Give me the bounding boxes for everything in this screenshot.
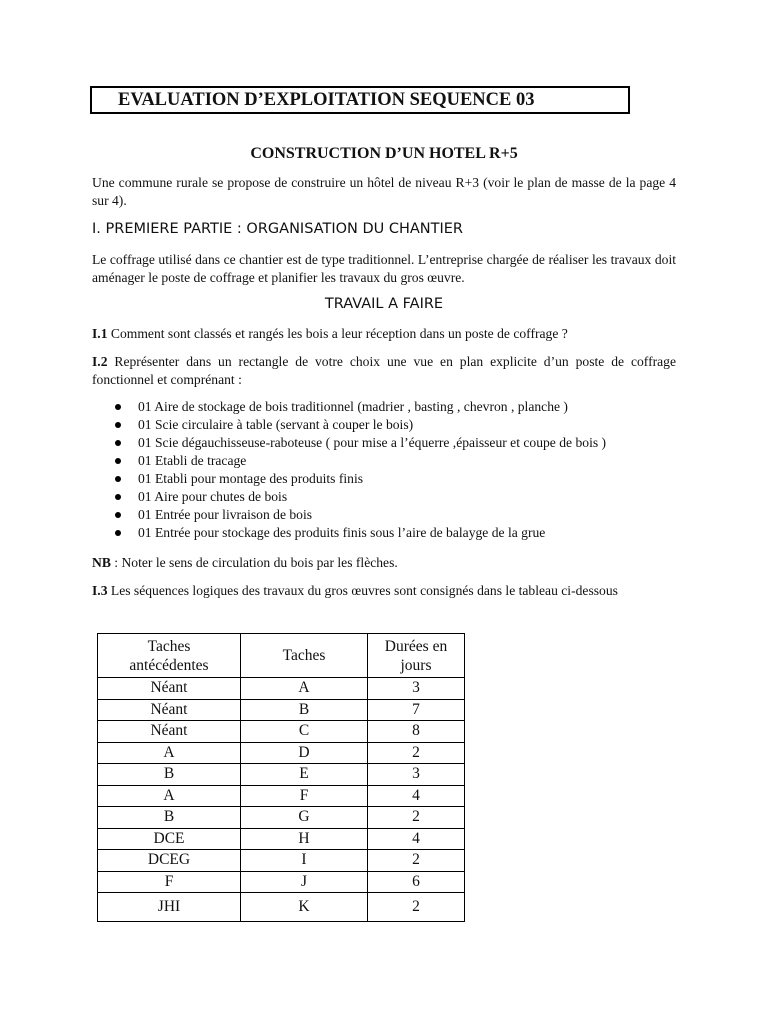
cell-antecedents: B	[98, 764, 241, 786]
cell-duration: 8	[368, 721, 465, 743]
equipment-list	[112, 398, 606, 542]
question-text: Comment sont classés et rangés les bois a leur réception dans un poste de coffrage ?	[107, 326, 568, 341]
cell-antecedents: F	[98, 871, 241, 893]
bullet-icon	[115, 404, 121, 410]
table-row	[98, 764, 465, 786]
cell-duration: 2	[368, 742, 465, 764]
question-text: Représenter dans un rectangle de votre choix une vue en plan explicite d’un poste de coffrage fonctionnel et comprénant :	[92, 354, 676, 387]
work-heading: TRAVAIL A FAIRE	[324, 296, 444, 312]
document-title: EVALUATION D’EXPLOITATION SEQUENCE 03	[90, 86, 630, 114]
nb-text: : Noter le sens de circulation du bois par les flèches.	[110, 555, 398, 570]
cell-antecedents: A	[98, 785, 241, 807]
cell-task: E	[241, 764, 368, 786]
cell-duration: 4	[368, 828, 465, 850]
table-row	[98, 699, 465, 721]
cell-antecedents: Néant	[98, 721, 241, 743]
cell-task: F	[241, 785, 368, 807]
question-3	[92, 582, 676, 600]
section-heading: I. PREMIERE PARTIE : ORGANISATION DU CHANTIER	[92, 221, 464, 237]
bullet-icon	[115, 440, 121, 446]
list-item: 01 Scie dégauchisseuse-raboteuse ( pour mise a l’équerre ,épaisseur et coupe de bois )	[112, 434, 606, 452]
table-row	[98, 871, 465, 893]
question-2	[92, 353, 676, 389]
list-item: 01 Entrée pour stockage des produits finis sous l’aire de balayge de la grue	[112, 524, 606, 542]
header-tasks: Taches	[241, 634, 368, 678]
cell-antecedents: Néant	[98, 678, 241, 700]
table-row	[98, 785, 465, 807]
nb-label: NB	[92, 555, 111, 570]
table-header-row	[98, 634, 465, 678]
table-row	[98, 807, 465, 829]
task-table	[97, 633, 465, 922]
cell-duration: 4	[368, 785, 465, 807]
cell-antecedents: DCEG	[98, 850, 241, 872]
cell-task: D	[241, 742, 368, 764]
bullet-icon	[115, 530, 121, 536]
table-row	[98, 893, 465, 922]
cell-antecedents: Néant	[98, 699, 241, 721]
nb-note	[92, 554, 676, 572]
cell-duration: 2	[368, 850, 465, 872]
bullet-icon	[115, 458, 121, 464]
table-row	[98, 678, 465, 700]
list-item: 01 Etabli pour montage des produits finis	[112, 470, 606, 488]
cell-antecedents: DCE	[98, 828, 241, 850]
table-row	[98, 742, 465, 764]
cell-task: B	[241, 699, 368, 721]
cell-duration: 2	[368, 893, 465, 922]
table-row	[98, 850, 465, 872]
section-paragraph: Le coffrage utilisé dans ce chantier est de type traditionnel. L’entreprise chargée de réaliser les travaux doit aménager le poste de coffrage et planifier les travaux du gros œuvre.	[92, 252, 676, 285]
cell-antecedents: A	[98, 742, 241, 764]
cell-duration: 6	[368, 871, 465, 893]
question-label: I.2	[92, 354, 108, 369]
header-antecedents: Taches antécédentes	[98, 634, 241, 678]
cell-task: H	[241, 828, 368, 850]
table-body	[98, 678, 465, 922]
cell-duration: 3	[368, 678, 465, 700]
list-item: 01 Aire de stockage de bois traditionnel (madrier , basting , chevron , planche )	[112, 398, 606, 416]
list-item: 01 Scie circulaire à table (servant à couper le bois)	[112, 416, 606, 434]
list-item: 01 Entrée pour livraison de bois	[112, 506, 606, 524]
question-text: Les séquences logiques des travaux du gros œuvres sont consignés dans le tableau ci-dessous	[107, 583, 618, 598]
table-row	[98, 721, 465, 743]
list-item: 01 Aire pour chutes de bois	[112, 488, 606, 506]
list-item: 01 Etabli de tracage	[112, 452, 606, 470]
cell-duration: 3	[368, 764, 465, 786]
question-label: I.3	[92, 583, 108, 598]
bullet-icon	[115, 422, 121, 428]
cell-task: K	[241, 893, 368, 922]
cell-antecedents: B	[98, 807, 241, 829]
table-row	[98, 828, 465, 850]
cell-task: J	[241, 871, 368, 893]
cell-task: I	[241, 850, 368, 872]
cell-task: C	[241, 721, 368, 743]
document-subtitle: CONSTRUCTION D’UN HOTEL R+5	[250, 145, 518, 162]
header-durations: Durées en jours	[368, 634, 465, 678]
bullet-icon	[115, 494, 121, 500]
question-1	[92, 325, 676, 343]
question-label: I.1	[92, 326, 108, 341]
cell-duration: 7	[368, 699, 465, 721]
cell-task: G	[241, 807, 368, 829]
intro-paragraph: Une commune rurale se propose de construire un hôtel de niveau R+3 (voir le plan de masse de la page 4 sur 4).	[92, 175, 676, 208]
cell-antecedents: JHI	[98, 893, 241, 922]
bullet-icon	[115, 476, 121, 482]
cell-task: A	[241, 678, 368, 700]
bullet-icon	[115, 512, 121, 518]
cell-duration: 2	[368, 807, 465, 829]
